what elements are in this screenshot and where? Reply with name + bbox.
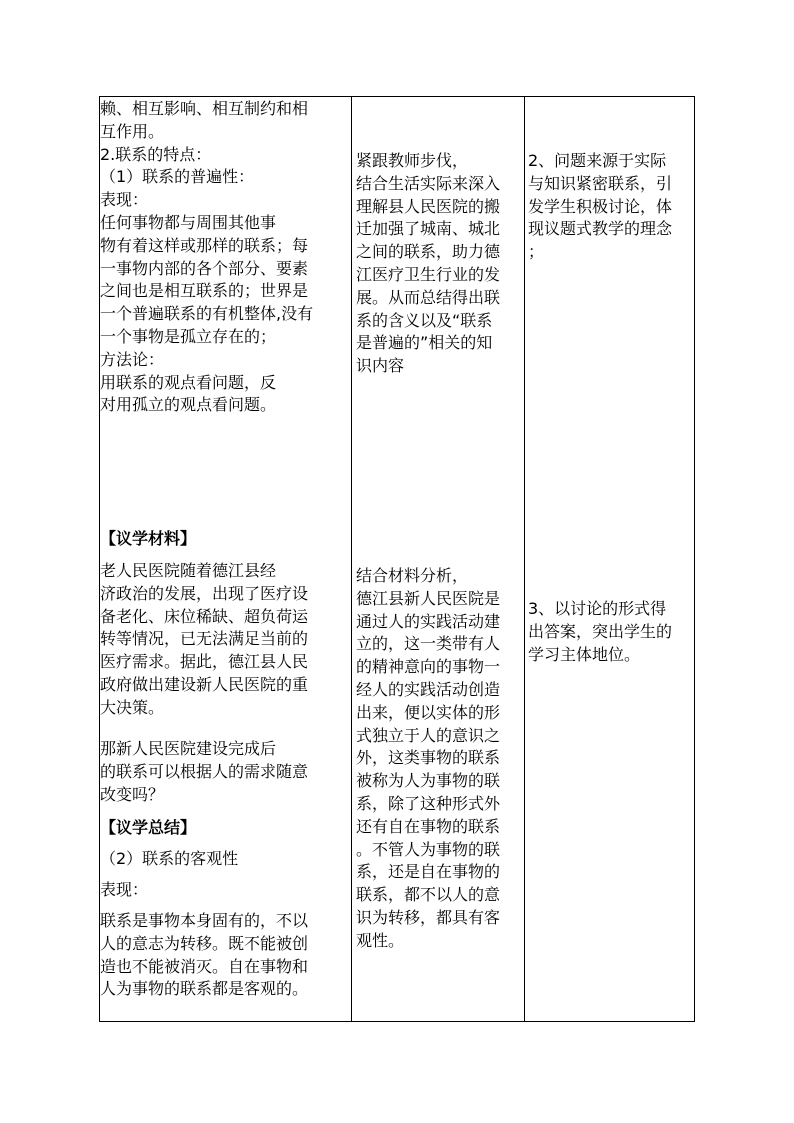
text-line: 还有自在事物的联系 bbox=[356, 816, 501, 836]
content-block-principles bbox=[100, 98, 350, 417]
text-line: 联系，都不以人的意 bbox=[356, 885, 501, 905]
text-line: 系，除了这种形式外 bbox=[356, 793, 501, 813]
text-line: 与知识紧密联系，引 bbox=[528, 173, 673, 193]
material-paragraph bbox=[100, 560, 350, 720]
text-line: 改变吗？ bbox=[100, 784, 165, 804]
text-line: 出来，便以实体的形 bbox=[356, 702, 501, 722]
text-line: 之间也是相互联系的；世界是 bbox=[100, 281, 309, 301]
question-paragraph bbox=[100, 738, 350, 806]
text-line: 大决策。 bbox=[100, 697, 165, 717]
text-line: 转等情况，已无法满足当前的 bbox=[100, 629, 309, 649]
intent-block-2 bbox=[528, 598, 694, 666]
text-line: 2.联系的特点： bbox=[100, 144, 212, 164]
text-line: 现议题式教学的理念 bbox=[528, 219, 673, 239]
text-line: 对用孤立的观点看问题。 bbox=[100, 395, 277, 415]
performance-label bbox=[100, 879, 350, 902]
text-line: 3、以讨论的形式得 bbox=[528, 599, 667, 618]
text-line: 立的，这一类带有人 bbox=[356, 634, 501, 654]
text-line: 江医疗卫生行业的发 bbox=[356, 264, 501, 284]
text-line: 互作用。 bbox=[100, 121, 165, 141]
text-line: 医疗需求。据此，德江县人民 bbox=[100, 652, 309, 672]
text-line: 迁加强了城南、城北 bbox=[356, 219, 501, 239]
text-line: 一个事物是孤立存在的； bbox=[100, 326, 277, 346]
text-line: 系，还是自在事物的 bbox=[356, 862, 501, 882]
text-line: 德江县新人民医院是 bbox=[356, 588, 501, 608]
text-line: 。不管人为事物的联 bbox=[356, 839, 501, 859]
text-line: 识内容 bbox=[356, 356, 405, 376]
text-line: 识为转移，都具有客 bbox=[356, 907, 501, 927]
text-line: 结合材料分析， bbox=[356, 566, 469, 585]
column-divider-2 bbox=[524, 96, 525, 1022]
text-line: 人的意志为转移。既不能被创 bbox=[100, 933, 309, 953]
column-divider-1 bbox=[351, 96, 352, 1022]
text-line: 表现： bbox=[100, 880, 149, 899]
text-line: 联系是事物本身固有的，不以 bbox=[100, 911, 309, 930]
heading-summary: 【议学总结】 bbox=[100, 818, 197, 837]
activity-block-2 bbox=[356, 565, 522, 953]
text-line: 2、问题来源于实际 bbox=[528, 151, 667, 170]
text-line: 物有着这样或那样的联系；每 bbox=[100, 235, 309, 255]
text-line: 外，这类事物的联系 bbox=[356, 748, 501, 768]
text-line: 学习主体地位。 bbox=[528, 644, 641, 664]
text-line: 方法论： bbox=[100, 349, 165, 369]
text-line: 发学生积极讨论，体 bbox=[528, 196, 673, 216]
heading-material: 【议学材料】 bbox=[100, 529, 197, 548]
objectivity-text bbox=[100, 910, 350, 1001]
text-line: 任何事物都与周围其他事 bbox=[100, 212, 277, 232]
text-line: 政府做出建设新人民医院的重 bbox=[100, 674, 309, 694]
text-line: 被称为人为事物的联 bbox=[356, 771, 501, 791]
text-line: 展。从而总结得出联 bbox=[356, 287, 501, 307]
text-line: 一事物内部的各个部分、要素 bbox=[100, 258, 309, 278]
text-line: 造也不能被消灭。自在事物和 bbox=[100, 956, 309, 976]
text-line: 表现： bbox=[100, 190, 149, 210]
text-line: 的精神意向的事物一 bbox=[356, 657, 501, 677]
text-line: 那新人民医院建设完成后 bbox=[100, 739, 277, 758]
text-line: 的联系可以根据人的需求随意 bbox=[100, 761, 309, 781]
objectivity-title bbox=[100, 848, 350, 871]
text-line: 济政治的发展，出现了医疗设 bbox=[100, 583, 309, 603]
text-line: 式独立于人的意识之 bbox=[356, 725, 501, 745]
text-line: 出答案，突出学生的 bbox=[528, 621, 673, 641]
text-line: 是普遍的”相关的知 bbox=[356, 333, 493, 353]
text-line: 人为事物的联系都是客观的。 bbox=[100, 979, 309, 999]
text-line: 紧跟教师步伐， bbox=[356, 151, 469, 170]
text-line: 备老化、床位稀缺、超负荷运 bbox=[100, 606, 309, 626]
activity-block-1 bbox=[356, 150, 522, 378]
text-line: 用联系的观点看问题，反 bbox=[100, 372, 277, 392]
text-line: 老人民医院随着德江县经 bbox=[100, 561, 277, 580]
text-line: 系的含义以及“联系 bbox=[356, 310, 493, 330]
text-line: （2）联系的客观性 bbox=[100, 849, 239, 868]
text-line: 赖、相互影响、相互制约和相 bbox=[100, 99, 309, 118]
text-line: 一个普遍联系的有机整体,没有 bbox=[100, 304, 314, 324]
text-line: 之间的联系，助力德 bbox=[356, 242, 501, 262]
text-line: 观性。 bbox=[356, 930, 405, 950]
text-line: 经人的实践活动创造 bbox=[356, 679, 501, 699]
text-line: 结合生活实际来深入 bbox=[356, 173, 501, 193]
text-line: 理解县人民医院的搬 bbox=[356, 196, 501, 216]
text-line: ； bbox=[528, 242, 545, 262]
text-line: 通过人的实践活动建 bbox=[356, 611, 501, 631]
intent-block-1 bbox=[528, 150, 694, 264]
text-line: （1）联系的普遍性： bbox=[100, 167, 255, 187]
